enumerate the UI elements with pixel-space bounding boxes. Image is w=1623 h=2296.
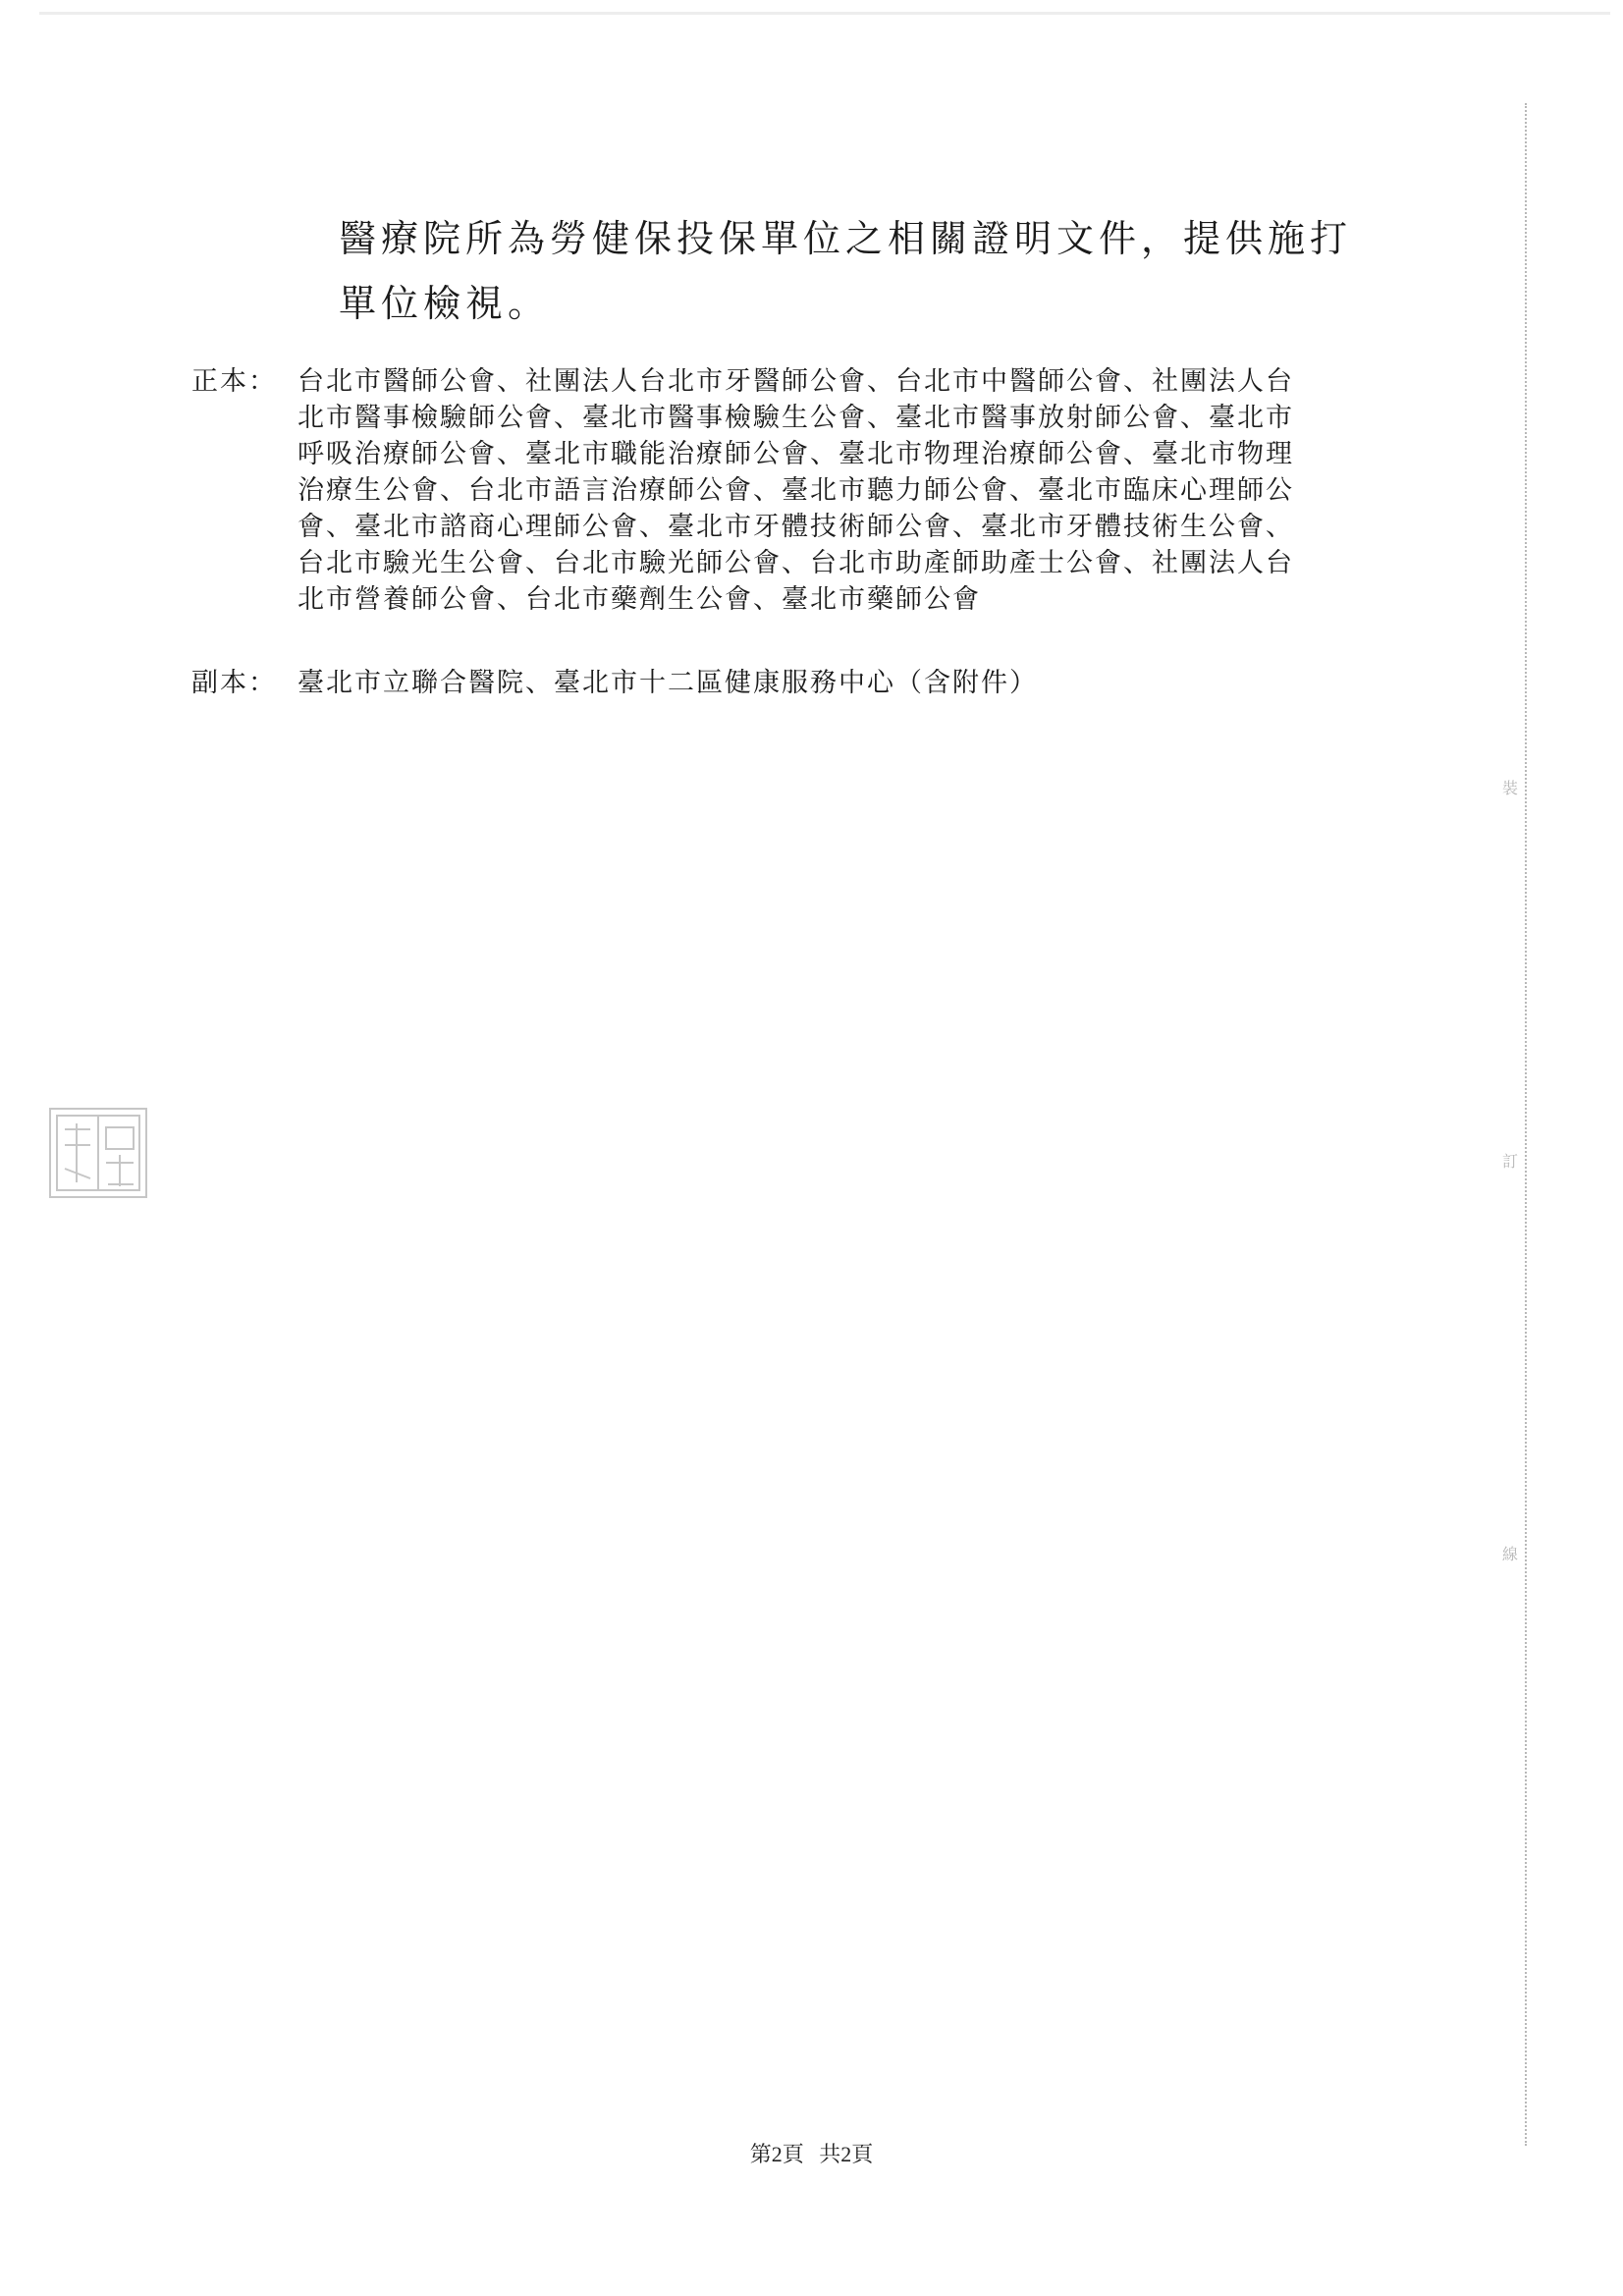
main-recipients-label: 正本：: [191, 366, 277, 397]
recipients-copy: [191, 665, 1471, 701]
paragraph-line: 醫療院所為勞健保投保單位之相關證明文件，提供施打: [339, 217, 1353, 260]
recipient-line: 北市醫事檢驗師公會、臺北市醫事檢驗生公會、臺北市醫事放射師公會、臺北市: [298, 403, 1294, 433]
recipient-line: 台北市醫師公會、社團法人台北市牙醫師公會、台北市中醫師公會、社團法人台: [298, 366, 1294, 397]
binding-char: 裝: [1502, 779, 1519, 797]
seal-stamp: [49, 1108, 147, 1198]
recipient-line: 治療生公會、台北市語言治療師公會、臺北市聽力師公會、臺北市臨床心理師公: [298, 475, 1294, 506]
copy-recipients-label: 副本：: [191, 668, 277, 698]
binding-char: 線: [1502, 1545, 1519, 1563]
page-number: 第2頁: [749, 2142, 804, 2166]
page-total: 共2頁: [819, 2142, 874, 2166]
binding-line: [1525, 103, 1527, 2146]
recipients-main: [191, 363, 1471, 618]
scan-artifact: [39, 12, 1610, 15]
copy-recipients-list: 臺北市立聯合醫院、臺北市十二區健康服務中心（含附件）: [298, 668, 1038, 698]
recipient-line: 北市營養師公會、台北市藥劑生公會、臺北市藥師公會: [298, 584, 981, 615]
recipient-line: 會、臺北市諮商心理師公會、臺北市牙體技術師公會、臺北市牙體技術生公會、: [298, 512, 1294, 542]
main-recipients-list: [298, 363, 1471, 618]
page-footer: [0, 2138, 1623, 2168]
body-paragraph: [339, 206, 1468, 336]
recipient-line: 台北市驗光生公會、台北市驗光師公會、台北市助產師助產士公會、社團法人台: [298, 548, 1294, 578]
paragraph-line: 單位檢視。: [339, 282, 551, 325]
binding-char: 訂: [1502, 1152, 1519, 1171]
recipient-line: 呼吸治療師公會、臺北市職能治療師公會、臺北市物理治療師公會、臺北市物理: [298, 439, 1294, 469]
